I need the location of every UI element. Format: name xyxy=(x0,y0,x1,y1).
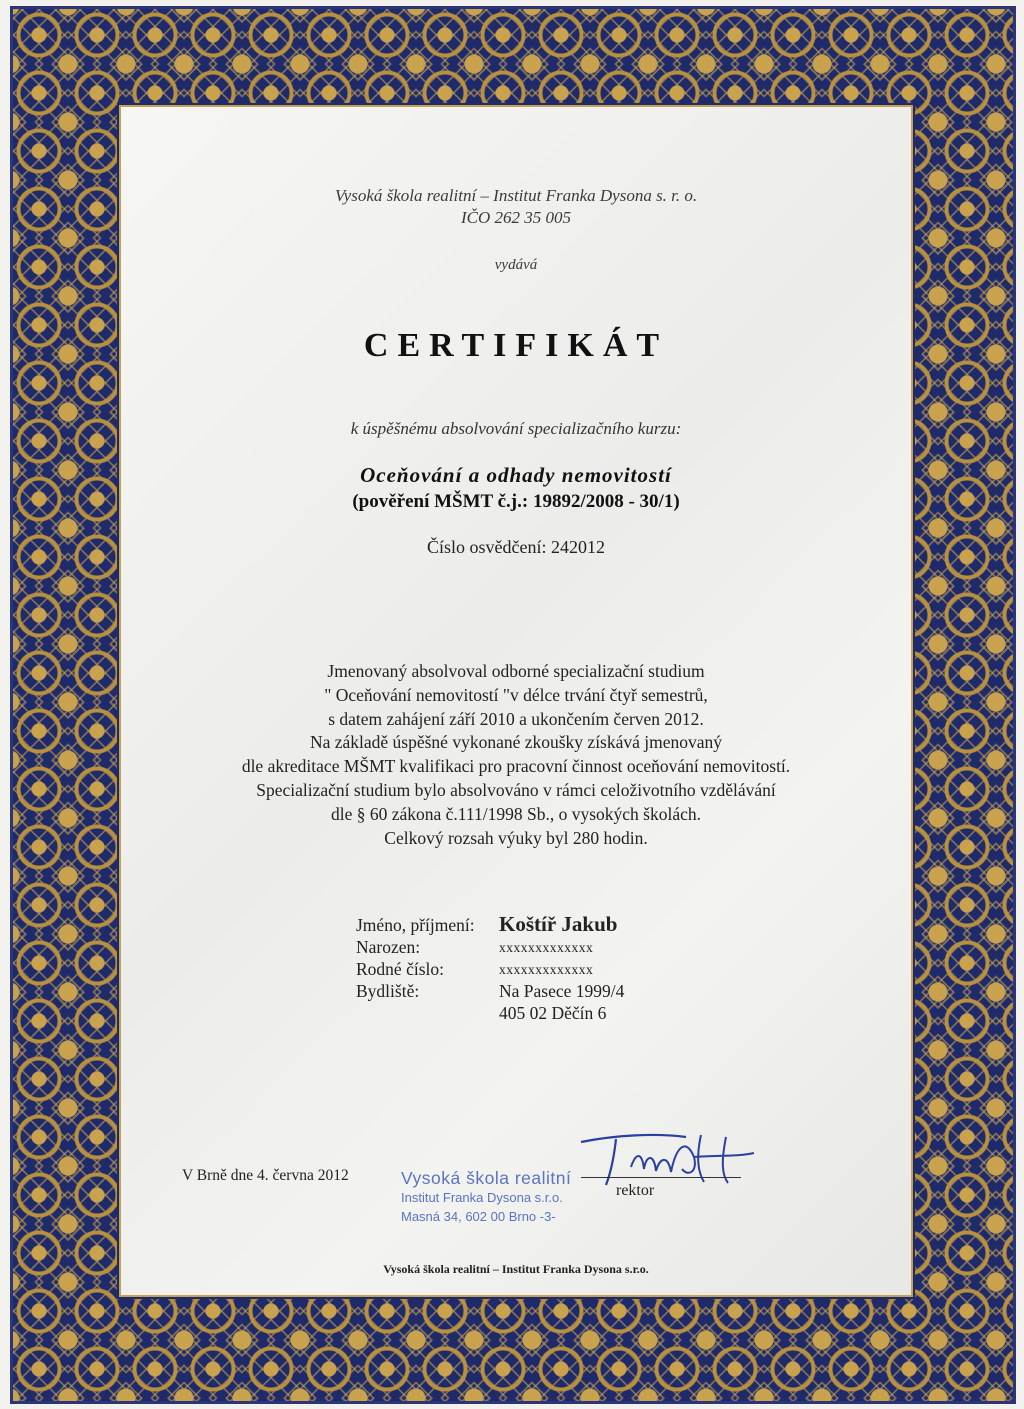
born-label: Narozen: xyxy=(356,937,421,957)
issuer-name: Vysoká škola realitní – Institut Franka Dysona s. r. o. xyxy=(334,186,698,205)
course-name: Oceňování a odhady nemovitostí xyxy=(360,463,672,487)
text-line: Specializační studium bylo absolvováno v rámci celoživotního vzdělávání xyxy=(256,779,776,800)
name-value: Koštíř Jakub xyxy=(499,912,618,936)
institution-stamp xyxy=(401,1169,571,1226)
rector-label: rektor xyxy=(616,1182,655,1199)
text-line: Na základě úspěšné vykonané zkoušky získává jmenovaný xyxy=(309,732,723,753)
text-line: dle akreditace MŠMT kvalifikaci pro pracovní činnost oceňování nemovitostí. xyxy=(241,756,791,777)
address-line2: 405 02 Děčín 6 xyxy=(499,1003,607,1023)
certificate-number: Číslo osvědčení: 242012 xyxy=(427,537,605,557)
address-label: Bydliště: xyxy=(356,981,420,1001)
id-label: Rodné číslo: xyxy=(356,959,444,979)
signature-line xyxy=(581,1177,741,1178)
id-value: xxxxxxxxxxxxx xyxy=(499,962,594,977)
text-line: Celkový rozsah výuky byl 280 hodin. xyxy=(384,827,648,848)
text-line: " Oceňování nemovitostí "v délce trvání čtyř semestrů, xyxy=(324,684,708,705)
issuer-block xyxy=(121,185,911,229)
certificate-text xyxy=(121,660,911,850)
certificate-title: CERTIFIKÁT xyxy=(363,327,669,364)
footer-institution: Vysoká škola realitní – Institut Franka Dysona s.r.o. xyxy=(383,1262,649,1276)
text-line: Jmenovaný absolvoval odborné specializační studium xyxy=(327,661,705,681)
name-label: Jméno, příjmení: xyxy=(356,915,475,935)
born-value: xxxxxxxxxxxxx xyxy=(499,940,594,955)
issues-label: vydává xyxy=(494,257,538,273)
certificate-body xyxy=(121,107,911,1295)
issuer-ico: IČO 262 35 005 xyxy=(460,208,572,227)
issue-date: V Brně dne 4. června 2012 xyxy=(182,1167,349,1184)
stamp-line-2: Institut Franka Dysona s.r.o. xyxy=(401,1190,563,1205)
course-reference: (pověření MŠMT č.j.: 19892/2008 - 30/1) xyxy=(352,491,680,512)
stamp-line-1: Vysoká škola realitní xyxy=(401,1168,572,1188)
rector-signature xyxy=(576,1127,766,1197)
text-line: dle § 60 zákona č.111/1998 Sb., o vysokých školách. xyxy=(330,803,702,824)
address-line1: Na Pasece 1999/4 xyxy=(499,981,625,1001)
course-intro: k úspěšnému absolvování specializačního kurzu: xyxy=(350,419,682,438)
stamp-line-3: Masná 34, 602 00 Brno -3- xyxy=(401,1209,556,1224)
text-line: s datem zahájení září 2010 a ukončením červen 2012. xyxy=(328,708,704,729)
